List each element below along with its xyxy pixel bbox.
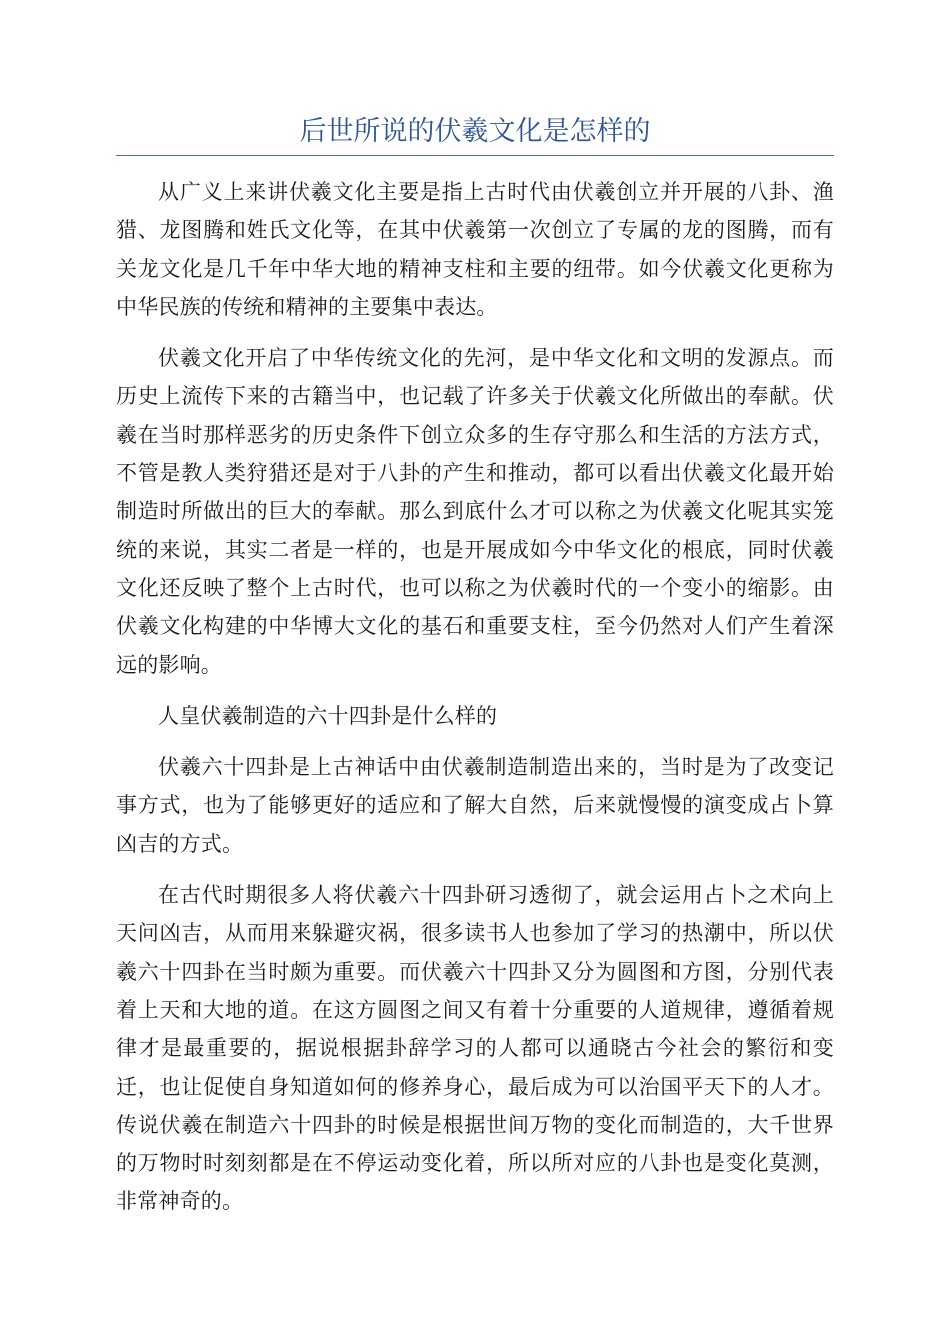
section-heading: 人皇伏羲制造的六十四卦是什么样的	[158, 703, 498, 728]
document-body	[116, 173, 834, 1234]
paragraph-origin: 伏羲文化开启了中华传统文化的先河，是中华文化和文明的发源点。而历史上流传下来的古籍当中，也记载了许多关于伏羲文化所做出的奉献。伏羲在当时那样恶劣的历史条件下创立众多的生存守那么和生活的方法方式，不管是教人类狩猎还是对于八卦的产生和推动，都可以看出伏羲文化最开始制造时所做出的巨大的奉献。那么到底什么才可以称之为伏羲文化呢其实笼统的来说，其实二者是一样的，也是开展成如今中华文化的根底，同时伏羲文化还反映了整个上古时代，也可以称之为伏羲时代的一个变小的缩影。由伏羲文化构建的中华博大文化的基石和重要支柱，至今仍然对人们产生着深远的影响。	[116, 346, 834, 677]
title-underline	[116, 155, 834, 156]
paragraph-ancient-study: 在古代时期很多人将伏羲六十四卦研习透彻了，就会运用占卜之术向上天问凶吉，从而用来躲避灾祸，很多读书人也参加了学习的热潮中，所以伏羲六十四卦在当时颇为重要。而伏羲六十四卦又分为圆图和方图，分别代表着上天和大地的道。在这方圆图之间又有着十分重要的人道规律，遵循着规律才是最重要的，据说根据卦辞学习的人都可以通晓古今社会的繁衍和变迁，也让促使自身知道如何的修养身心，最后成为可以治国平天下的人才。传说伏羲在制造六十四卦的时候是根据世间万物的变化而制造的，大千世界的万物时时刻刻都是在不停运动变化着，所以所对应的八卦也是变化莫测，非常神奇的。	[116, 883, 834, 1214]
paragraph-hexagrams: 伏羲六十四卦是上古神话中由伏羲制造制造出来的，当时是为了改变记事方式，也为了能够更好的适应和了解大自然，后来就慢慢的演变成占卜算凶吉的方式。	[116, 755, 834, 856]
paragraph-intro: 从广义上来讲伏羲文化主要是指上古时代由伏羲创立并开展的八卦、渔猎、龙图腾和姓氏文化等，在其中伏羲第一次创立了专属的龙的图腾，而有关龙文化是几千年中华大地的精神支柱和主要的纽带。如今伏羲文化更称为中华民族的传统和精神的主要集中表达。	[116, 180, 834, 319]
document-title: 后世所说的伏羲文化是怎样的	[299, 116, 651, 147]
